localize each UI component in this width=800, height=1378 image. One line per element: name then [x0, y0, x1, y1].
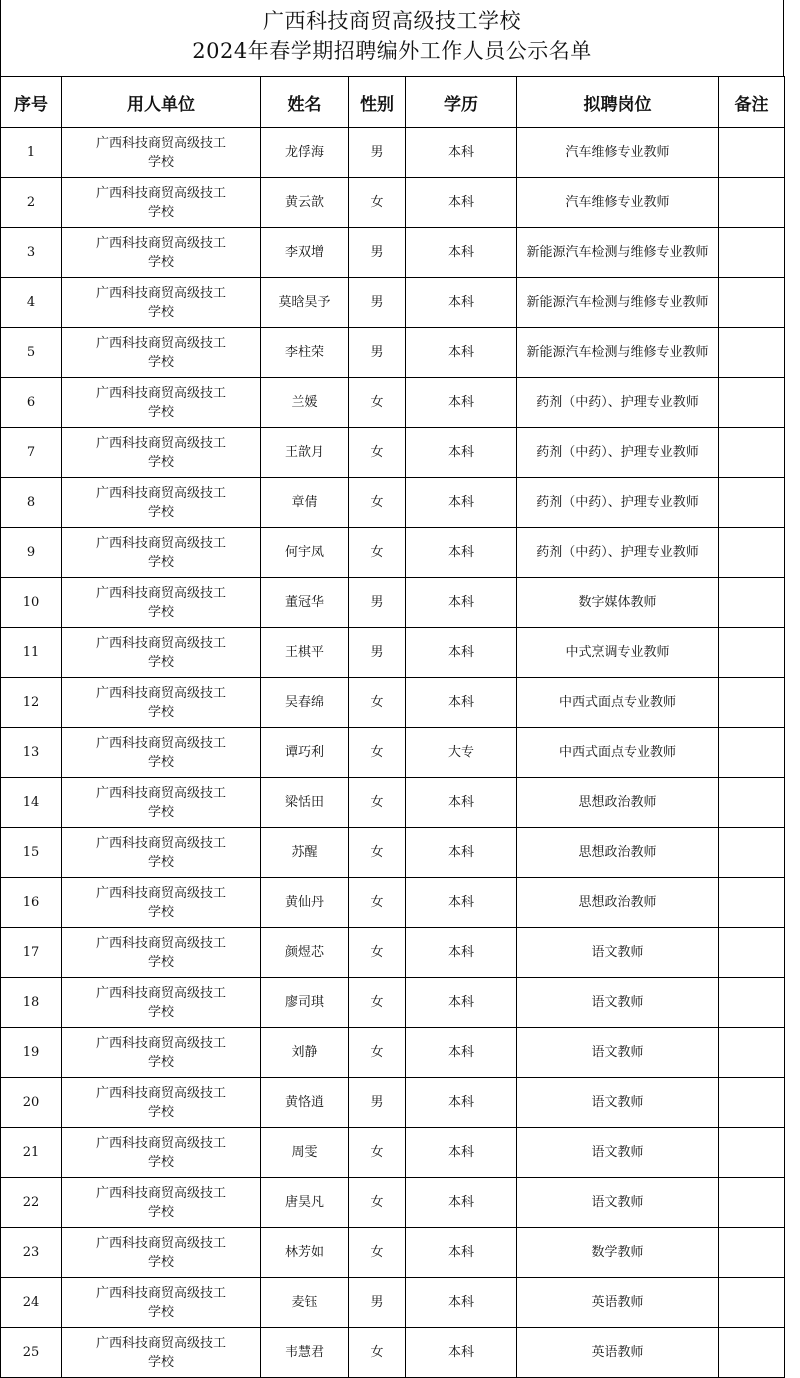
cell-unit-text: 广西科技商贸高级技工学校	[95, 1035, 226, 1070]
cell-name: 谭巧利	[261, 728, 349, 778]
cell-no: 8	[1, 478, 62, 528]
table-row	[1, 378, 785, 428]
cell-no: 5	[1, 328, 62, 378]
cell-unit	[62, 1128, 261, 1178]
cell-unit-text: 广西科技商贸高级技工学校	[95, 1135, 226, 1170]
cell-position	[517, 1228, 719, 1278]
cell-position-text: 思想政治教师	[578, 795, 657, 810]
cell-position-text: 语文教师	[591, 1195, 644, 1210]
cell-position-text: 中西式面点专业教师	[558, 695, 676, 710]
cell-name: 何宇凤	[261, 528, 349, 578]
cell-unit	[62, 728, 261, 778]
cell-position	[517, 278, 719, 328]
cell-remark	[719, 378, 785, 428]
cell-no: 4	[1, 278, 62, 328]
column-header-education: 学历	[406, 77, 517, 128]
cell-education: 本科	[406, 928, 517, 978]
cell-gender: 女	[349, 1178, 406, 1228]
cell-gender: 女	[349, 1128, 406, 1178]
document-title	[0, 0, 784, 76]
column-header-name: 姓名	[261, 77, 349, 128]
cell-position	[517, 778, 719, 828]
table-row	[1, 178, 785, 228]
cell-remark	[719, 778, 785, 828]
cell-unit	[62, 328, 261, 378]
cell-remark	[719, 1228, 785, 1278]
cell-education: 本科	[406, 1128, 517, 1178]
cell-education: 本科	[406, 128, 517, 178]
cell-no: 2	[1, 178, 62, 228]
title-line-1: 广西科技商贸高级技工学校	[263, 9, 521, 33]
cell-unit-text: 广西科技商贸高级技工学校	[95, 335, 226, 370]
cell-unit	[62, 828, 261, 878]
cell-no: 12	[1, 678, 62, 728]
cell-gender: 女	[349, 778, 406, 828]
table-row	[1, 928, 785, 978]
cell-name: 韦慧君	[261, 1328, 349, 1378]
table-row	[1, 478, 785, 528]
cell-position-text: 汽车维修专业教师	[565, 195, 670, 210]
cell-remark	[719, 328, 785, 378]
cell-position-text: 语文教师	[591, 1145, 644, 1160]
cell-education: 本科	[406, 1278, 517, 1328]
cell-position	[517, 428, 719, 478]
column-header-no: 序号	[1, 77, 62, 128]
cell-gender: 女	[349, 978, 406, 1028]
cell-position-text: 英语教师	[591, 1295, 644, 1310]
cell-position	[517, 1078, 719, 1128]
cell-no: 9	[1, 528, 62, 578]
cell-position-text: 语文教师	[591, 1045, 644, 1060]
cell-unit-text: 广西科技商贸高级技工学校	[95, 1335, 226, 1370]
table-row	[1, 778, 785, 828]
cell-unit-text: 广西科技商贸高级技工学校	[95, 585, 226, 620]
cell-education: 本科	[406, 278, 517, 328]
cell-name: 廖司琪	[261, 978, 349, 1028]
cell-remark	[719, 428, 785, 478]
cell-position	[517, 628, 719, 678]
cell-no: 22	[1, 1178, 62, 1228]
cell-education: 本科	[406, 178, 517, 228]
cell-education: 本科	[406, 578, 517, 628]
cell-education: 本科	[406, 1328, 517, 1378]
cell-position	[517, 1178, 719, 1228]
cell-no: 20	[1, 1078, 62, 1128]
cell-remark	[719, 728, 785, 778]
cell-no: 24	[1, 1278, 62, 1328]
cell-position	[517, 178, 719, 228]
cell-education: 本科	[406, 378, 517, 428]
cell-gender: 女	[349, 378, 406, 428]
cell-remark	[719, 1178, 785, 1228]
cell-position	[517, 1328, 719, 1378]
cell-education: 本科	[406, 428, 517, 478]
column-header-remark: 备注	[719, 77, 785, 128]
cell-unit	[62, 278, 261, 328]
cell-unit	[62, 1278, 261, 1328]
cell-no: 17	[1, 928, 62, 978]
cell-education: 本科	[406, 678, 517, 728]
cell-gender: 女	[349, 678, 406, 728]
cell-education: 本科	[406, 1078, 517, 1128]
title-line-2: 2024年春学期招聘编外工作人员公示名单	[192, 39, 592, 63]
cell-name: 李柱荣	[261, 328, 349, 378]
cell-no: 6	[1, 378, 62, 428]
cell-unit-text: 广西科技商贸高级技工学校	[95, 1085, 226, 1120]
cell-position	[517, 928, 719, 978]
table-row	[1, 1278, 785, 1328]
cell-no: 19	[1, 1028, 62, 1078]
cell-unit-text: 广西科技商贸高级技工学校	[95, 135, 226, 170]
cell-name: 莫晗昊予	[261, 278, 349, 328]
cell-position	[517, 1128, 719, 1178]
column-header-gender: 性别	[349, 77, 406, 128]
cell-unit	[62, 578, 261, 628]
cell-unit-text: 广西科技商贸高级技工学校	[95, 285, 226, 320]
cell-unit-text: 广西科技商贸高级技工学校	[95, 685, 226, 720]
cell-unit-text: 广西科技商贸高级技工学校	[95, 435, 226, 470]
cell-remark	[719, 178, 785, 228]
cell-name: 梁恬田	[261, 778, 349, 828]
cell-position-text: 英语教师	[591, 1345, 644, 1360]
table-row	[1, 578, 785, 628]
table-row	[1, 678, 785, 728]
table-row	[1, 1228, 785, 1278]
cell-education: 本科	[406, 1178, 517, 1228]
cell-no: 18	[1, 978, 62, 1028]
cell-position-text: 新能源汽车检测与维修专业教师	[526, 245, 709, 260]
cell-gender: 男	[349, 328, 406, 378]
cell-no: 15	[1, 828, 62, 878]
table-row	[1, 628, 785, 678]
cell-education: 本科	[406, 328, 517, 378]
cell-remark	[719, 878, 785, 928]
cell-gender: 女	[349, 878, 406, 928]
cell-gender: 女	[349, 478, 406, 528]
cell-education: 本科	[406, 1028, 517, 1078]
cell-remark	[719, 128, 785, 178]
cell-position-text: 新能源汽车检测与维修专业教师	[526, 295, 709, 310]
cell-remark	[719, 278, 785, 328]
table-row	[1, 1028, 785, 1078]
cell-unit	[62, 528, 261, 578]
cell-position	[517, 828, 719, 878]
cell-gender: 女	[349, 828, 406, 878]
cell-unit-text: 广西科技商贸高级技工学校	[95, 935, 226, 970]
cell-gender: 女	[349, 728, 406, 778]
table-row	[1, 1128, 785, 1178]
table-row	[1, 728, 785, 778]
cell-remark	[719, 828, 785, 878]
cell-name: 刘静	[261, 1028, 349, 1078]
cell-remark	[719, 978, 785, 1028]
cell-no: 21	[1, 1128, 62, 1178]
cell-position	[517, 528, 719, 578]
cell-name: 王棋平	[261, 628, 349, 678]
cell-name: 龙俘海	[261, 128, 349, 178]
cell-remark	[719, 1078, 785, 1128]
cell-gender: 男	[349, 1078, 406, 1128]
cell-remark	[719, 478, 785, 528]
table-body	[1, 128, 785, 1378]
cell-name: 李双增	[261, 228, 349, 278]
cell-name: 麦钰	[261, 1278, 349, 1328]
cell-position	[517, 578, 719, 628]
cell-remark	[719, 1028, 785, 1078]
cell-gender: 女	[349, 1028, 406, 1078]
cell-unit	[62, 928, 261, 978]
cell-name: 兰媛	[261, 378, 349, 428]
cell-no: 13	[1, 728, 62, 778]
cell-unit	[62, 1078, 261, 1128]
cell-name: 唐昊凡	[261, 1178, 349, 1228]
cell-position	[517, 478, 719, 528]
cell-gender: 女	[349, 178, 406, 228]
cell-position	[517, 228, 719, 278]
cell-remark	[719, 928, 785, 978]
cell-gender: 女	[349, 528, 406, 578]
table-row	[1, 1078, 785, 1128]
cell-unit-text: 广西科技商贸高级技工学校	[95, 485, 226, 520]
cell-position-text: 药剂（中药）、护理专业教师	[536, 495, 699, 510]
cell-unit	[62, 978, 261, 1028]
personnel-table	[0, 76, 785, 1378]
table-row	[1, 828, 785, 878]
cell-no: 7	[1, 428, 62, 478]
cell-education: 本科	[406, 978, 517, 1028]
table-row	[1, 878, 785, 928]
cell-position	[517, 128, 719, 178]
cell-unit-text: 广西科技商贸高级技工学校	[95, 535, 226, 570]
cell-position	[517, 1278, 719, 1328]
cell-position-text: 药剂（中药）、护理专业教师	[536, 445, 699, 460]
cell-unit	[62, 1028, 261, 1078]
cell-unit	[62, 478, 261, 528]
table-row	[1, 978, 785, 1028]
cell-position	[517, 978, 719, 1028]
cell-gender: 男	[349, 578, 406, 628]
cell-unit	[62, 228, 261, 278]
cell-unit-text: 广西科技商贸高级技工学校	[95, 735, 226, 770]
cell-gender: 男	[349, 628, 406, 678]
cell-remark	[719, 678, 785, 728]
cell-education: 本科	[406, 828, 517, 878]
cell-position-text: 汽车维修专业教师	[565, 145, 670, 160]
cell-no: 16	[1, 878, 62, 928]
table-row	[1, 1178, 785, 1228]
cell-position-text: 语文教师	[591, 1095, 644, 1110]
cell-gender: 男	[349, 228, 406, 278]
cell-education: 本科	[406, 1228, 517, 1278]
cell-unit-text: 广西科技商贸高级技工学校	[95, 635, 226, 670]
cell-gender: 女	[349, 428, 406, 478]
cell-position-text: 语文教师	[591, 995, 644, 1010]
cell-unit	[62, 628, 261, 678]
cell-unit	[62, 1178, 261, 1228]
cell-position	[517, 328, 719, 378]
cell-gender: 女	[349, 1328, 406, 1378]
table-row	[1, 128, 785, 178]
cell-unit	[62, 128, 261, 178]
cell-education: 本科	[406, 878, 517, 928]
cell-education: 本科	[406, 528, 517, 578]
cell-position	[517, 878, 719, 928]
cell-unit-text: 广西科技商贸高级技工学校	[95, 1285, 226, 1320]
cell-unit-text: 广西科技商贸高级技工学校	[95, 235, 226, 270]
cell-gender: 女	[349, 928, 406, 978]
cell-unit-text: 广西科技商贸高级技工学校	[95, 885, 226, 920]
cell-remark	[719, 1278, 785, 1328]
cell-remark	[719, 578, 785, 628]
cell-name: 林芳如	[261, 1228, 349, 1278]
cell-gender: 男	[349, 278, 406, 328]
cell-position-text: 思想政治教师	[578, 895, 657, 910]
cell-position-text: 药剂（中药）、护理专业教师	[536, 545, 699, 560]
cell-remark	[719, 1328, 785, 1378]
table-row	[1, 328, 785, 378]
cell-education: 本科	[406, 628, 517, 678]
cell-education: 大专	[406, 728, 517, 778]
cell-no: 3	[1, 228, 62, 278]
cell-unit	[62, 878, 261, 928]
cell-position-text: 药剂（中药）、护理专业教师	[536, 395, 699, 410]
cell-name: 章倩	[261, 478, 349, 528]
cell-unit	[62, 678, 261, 728]
cell-name: 王歆月	[261, 428, 349, 478]
column-header-unit: 用人单位	[62, 77, 261, 128]
cell-name: 苏醒	[261, 828, 349, 878]
cell-name: 黄恪逍	[261, 1078, 349, 1128]
cell-unit	[62, 1228, 261, 1278]
cell-position	[517, 728, 719, 778]
cell-education: 本科	[406, 228, 517, 278]
cell-unit-text: 广西科技商贸高级技工学校	[95, 1235, 226, 1270]
cell-position-text: 语文教师	[591, 945, 644, 960]
table-header-row	[1, 77, 785, 128]
cell-no: 10	[1, 578, 62, 628]
cell-education: 本科	[406, 478, 517, 528]
table-row	[1, 528, 785, 578]
cell-position-text: 中西式面点专业教师	[558, 745, 676, 760]
cell-unit	[62, 428, 261, 478]
cell-unit-text: 广西科技商贸高级技工学校	[95, 185, 226, 220]
cell-no: 23	[1, 1228, 62, 1278]
cell-unit-text: 广西科技商贸高级技工学校	[95, 385, 226, 420]
cell-name: 颜煜芯	[261, 928, 349, 978]
cell-position-text: 中式烹调专业教师	[565, 645, 670, 660]
cell-unit	[62, 178, 261, 228]
table-row	[1, 278, 785, 328]
cell-position	[517, 378, 719, 428]
cell-unit-text: 广西科技商贸高级技工学校	[95, 835, 226, 870]
cell-position	[517, 678, 719, 728]
cell-remark	[719, 1128, 785, 1178]
cell-unit-text: 广西科技商贸高级技工学校	[95, 985, 226, 1020]
cell-no: 25	[1, 1328, 62, 1378]
cell-unit	[62, 378, 261, 428]
cell-name: 吴春绵	[261, 678, 349, 728]
cell-unit-text: 广西科技商贸高级技工学校	[95, 1185, 226, 1220]
cell-name: 黄仙丹	[261, 878, 349, 928]
table-row	[1, 428, 785, 478]
cell-gender: 男	[349, 128, 406, 178]
cell-position-text: 数学教师	[591, 1245, 644, 1260]
cell-name: 黄云歆	[261, 178, 349, 228]
column-header-position: 拟聘岗位	[517, 77, 719, 128]
cell-gender: 女	[349, 1228, 406, 1278]
cell-position	[517, 1028, 719, 1078]
cell-remark	[719, 528, 785, 578]
cell-position-text: 新能源汽车检测与维修专业教师	[526, 345, 709, 360]
cell-position-text: 数字媒体教师	[578, 595, 657, 610]
cell-unit-text: 广西科技商贸高级技工学校	[95, 785, 226, 820]
cell-no: 1	[1, 128, 62, 178]
cell-unit	[62, 778, 261, 828]
cell-no: 11	[1, 628, 62, 678]
cell-remark	[719, 628, 785, 678]
table-row	[1, 1328, 785, 1378]
table-row	[1, 228, 785, 278]
cell-name: 董冠华	[261, 578, 349, 628]
cell-no: 14	[1, 778, 62, 828]
cell-name: 周雯	[261, 1128, 349, 1178]
cell-unit	[62, 1328, 261, 1378]
cell-education: 本科	[406, 778, 517, 828]
cell-gender: 男	[349, 1278, 406, 1328]
cell-remark	[719, 228, 785, 278]
cell-position-text: 思想政治教师	[578, 845, 657, 860]
